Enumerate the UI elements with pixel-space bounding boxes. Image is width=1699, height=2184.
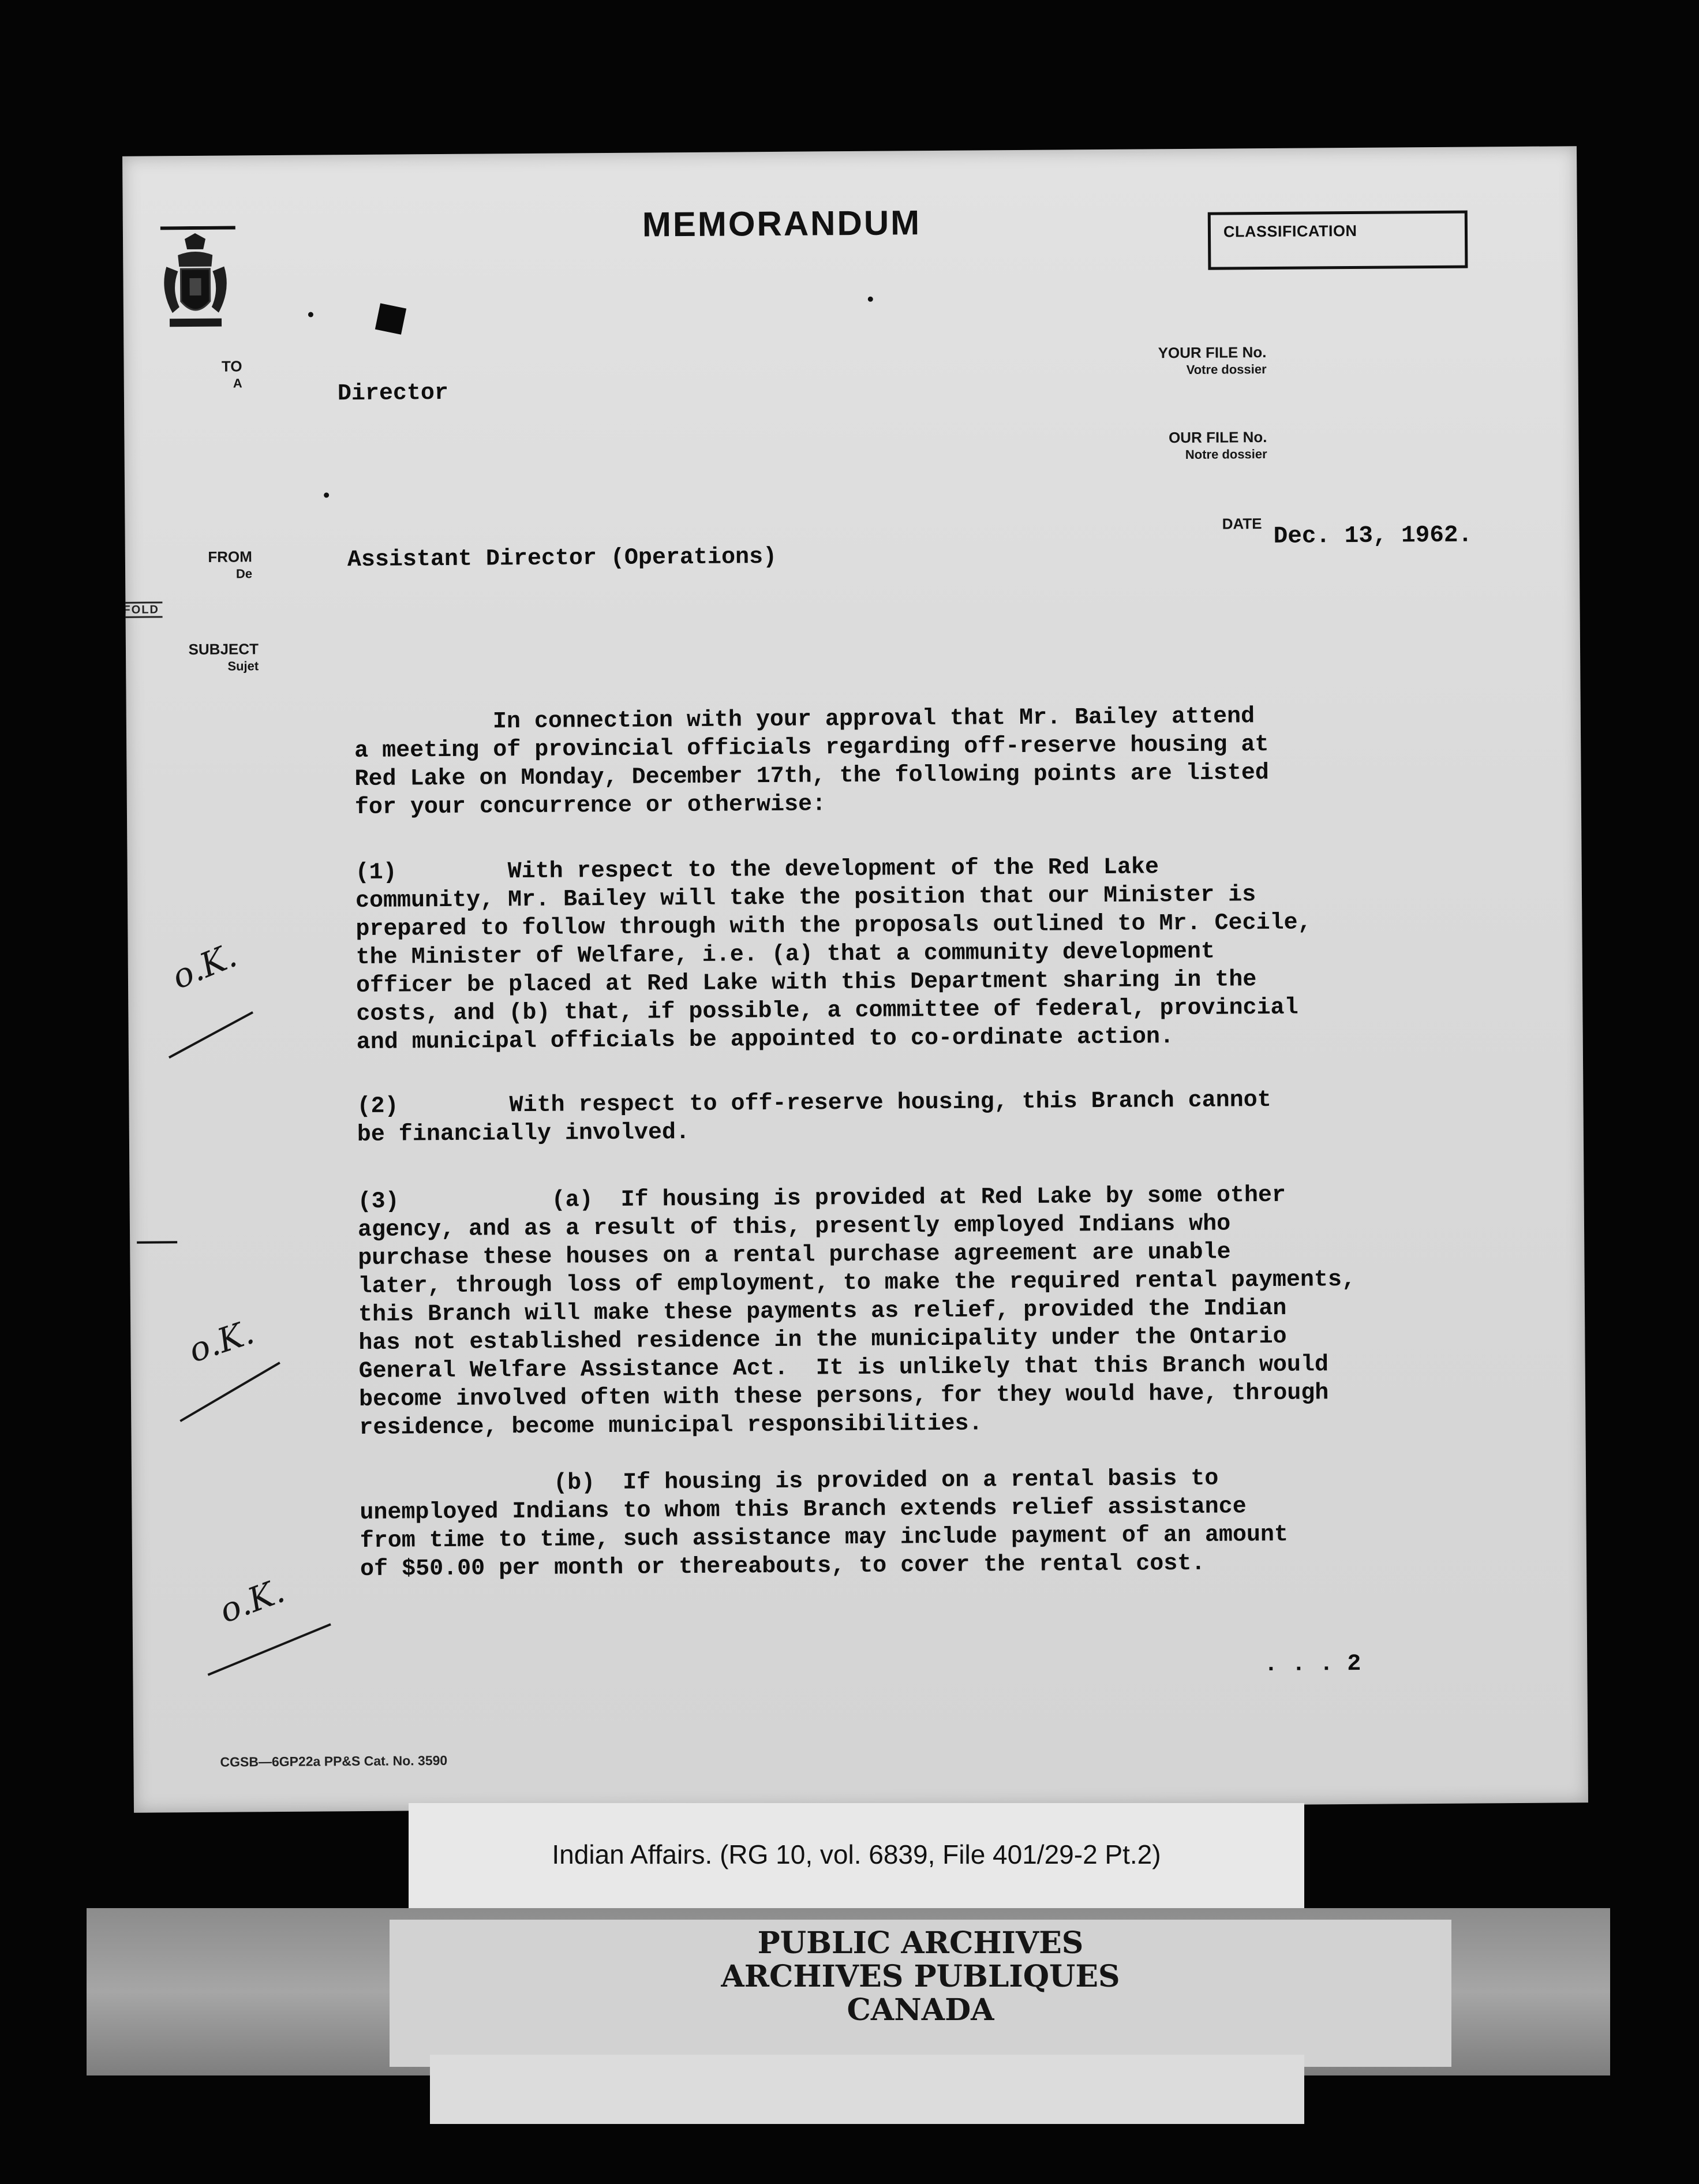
form-code: CGSB—6GP22a PP&S Cat. No. 3590	[220, 1752, 448, 1770]
to-label-fr: A	[233, 376, 242, 391]
stamp-line-2: ARCHIVES PUBLIQUES	[721, 1959, 1120, 1994]
continued-marker: . . . 2	[1264, 1651, 1361, 1678]
our-file-label-en: OUR FILE No.	[1168, 428, 1267, 447]
date-value: Dec. 13, 1962.	[1273, 522, 1473, 550]
memo-title: MEMORANDUM	[642, 203, 922, 244]
from-label	[194, 548, 252, 583]
point-3b-paragraph: (b) If housing is provided on a rental basis to unemployed Indians to whom this Branch extends relief assistance from time to time, such assistance may include payment of an amount of $50.00 per month or thereabouts, to cover the rental cost.	[359, 1465, 1289, 1583]
our-file-label-fr: Notre dossier	[1185, 446, 1267, 462]
fold-mark	[122, 603, 189, 617]
ink-speck	[868, 297, 873, 302]
ink-blot	[375, 303, 406, 334]
memo-page	[122, 146, 1588, 1813]
subject-label	[172, 640, 259, 675]
from-value: Assistant Director (Operations)	[347, 544, 777, 574]
to-label	[204, 357, 242, 392]
subject-label-fr: Sujet	[227, 659, 259, 674]
archive-reference: Indian Affairs. (RG 10, vol. 6839, File 401/29-2 Pt.2)	[552, 1839, 1161, 1869]
point-3a-paragraph: (3) (a) If housing is provided at Red Lake by some other agency, and as a result of this, presently employed Indians who purchase these houses on a rental purchase agreement are unable later, through loss of employment, to make the required rental payments, this Branch will make these payments as relief, provided the Indian has not established residence in the municipality under the Ontario General Welfare Assistance Act. It is unlikely that this Branch would become involved often with these persons, for they would have, through residence, become municipal responsibilities.	[357, 1182, 1356, 1442]
handwritten-ok-1: o.K.	[166, 935, 242, 997]
your-file-label	[1047, 343, 1266, 380]
to-value: Director	[337, 380, 449, 407]
fold-label: FOLD	[122, 601, 163, 618]
point-2-paragraph: (2) With respect to off-reserve housing, this Branch cannot be financially involved.	[357, 1087, 1271, 1149]
classification-box	[1208, 211, 1468, 270]
handwritten-ok-3: o.K.	[214, 1570, 290, 1631]
your-file-label-en: YOUR FILE No.	[1158, 343, 1267, 362]
coat-of-arms-icon	[155, 226, 236, 342]
margin-dash	[137, 1241, 177, 1243]
point-1-paragraph: (1) With respect to the development of the Red Lake community, Mr. Bailey will take the position that our Minister is prepared to follow through with the proposals outlined to Mr. Cecile, the Minister of Welfare, i.e. (a) that a community development officer be placed at Red Lake with this Department sharing in the costs, and (b) that, if possible, a committee of federal, provincial and municipal officials be appointed to co-ordinate action.	[355, 854, 1312, 1056]
stamp-line-3: CANADA	[847, 1992, 994, 2028]
archive-stamp-strip	[87, 1908, 1610, 2075]
date-label: DATE	[1222, 515, 1262, 533]
your-file-label-fr: Votre dossier	[1186, 361, 1267, 377]
bottom-label-edge	[430, 2055, 1304, 2124]
from-label-en: FROM	[208, 548, 252, 566]
to-label-en: TO	[221, 357, 242, 375]
ink-speck	[324, 492, 329, 498]
subject-label-en: SUBJECT	[188, 640, 259, 659]
ink-speck	[308, 312, 313, 317]
classification-label: CLASSIFICATION	[1223, 222, 1357, 241]
stamp-line-1: PUBLIC ARCHIVES	[757, 1925, 1084, 1961]
archive-stamp-label	[390, 1920, 1451, 2067]
from-label-fr: De	[235, 566, 253, 581]
our-file-label	[1047, 428, 1267, 465]
intro-paragraph: In connection with your approval that Mr. Bailey attend a meeting of provincial officials regarding off-reserve housing at Red Lake on Monday, December 17th, the following points are listed for your concurrence or otherwise:	[354, 704, 1269, 821]
handwritten-ok-2: o.K.	[184, 1312, 259, 1370]
